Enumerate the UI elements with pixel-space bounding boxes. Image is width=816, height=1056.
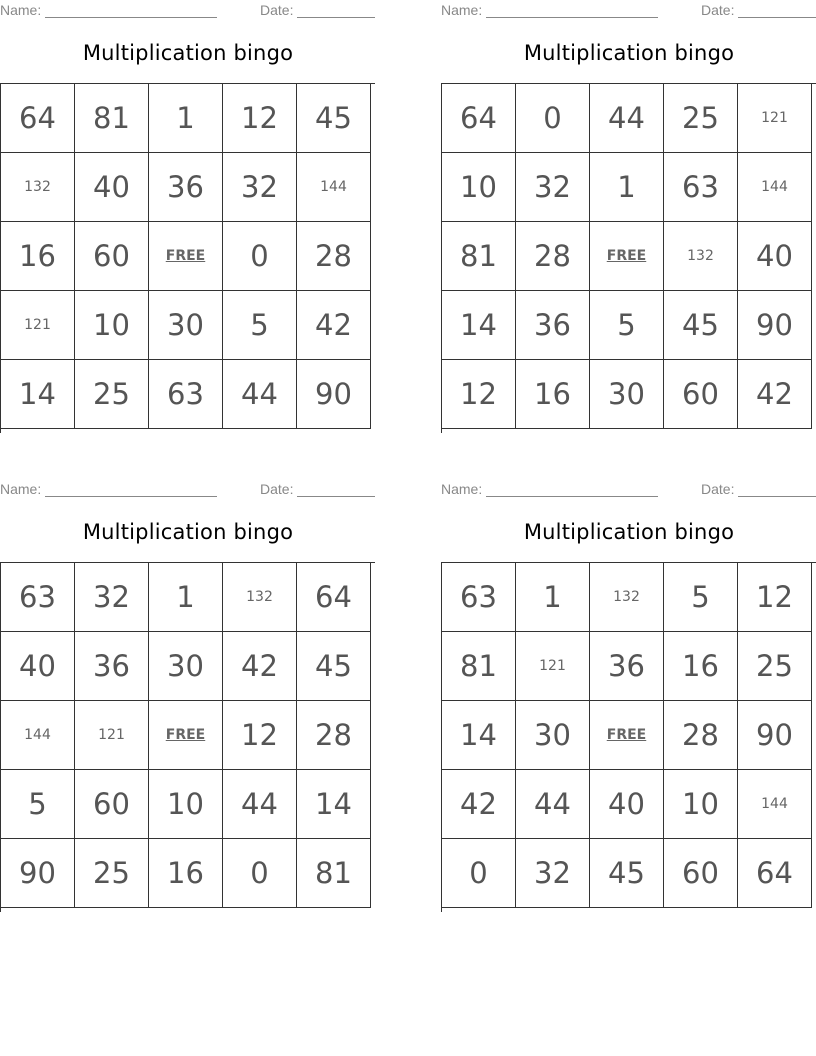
bingo-cell: 36 (149, 153, 223, 222)
bingo-cell: 10 (664, 770, 738, 839)
bingo-card (441, 479, 816, 919)
bingo-cell: 44 (223, 360, 297, 429)
name-label: Name: (0, 481, 42, 497)
bingo-cell: 30 (149, 291, 223, 360)
bingo-cell: 64 (297, 563, 371, 632)
card-header (0, 0, 376, 22)
bingo-cell: 44 (590, 84, 664, 153)
bingo-cell: 90 (738, 291, 812, 360)
bingo-cell: 1 (590, 153, 664, 222)
bingo-cell: 81 (442, 632, 516, 701)
bingo-cell: 144 (1, 701, 75, 770)
bingo-cell: 45 (297, 84, 371, 153)
bingo-card (441, 0, 816, 440)
bingo-cell: 25 (75, 839, 149, 908)
bingo-cell: 0 (223, 222, 297, 291)
bingo-cell: 132 (223, 563, 297, 632)
bingo-cell: 32 (516, 839, 590, 908)
bingo-cell: 81 (297, 839, 371, 908)
bingo-cell: 132 (664, 222, 738, 291)
bingo-cell: 63 (664, 153, 738, 222)
bingo-cell: 63 (442, 563, 516, 632)
bingo-cell: 64 (442, 84, 516, 153)
bingo-cell: 81 (442, 222, 516, 291)
bingo-cell: 60 (664, 839, 738, 908)
bingo-cell: 25 (664, 84, 738, 153)
bingo-cell: 64 (1, 84, 75, 153)
date-blank-line (297, 496, 375, 497)
card-title: Multiplication bingo (523, 41, 735, 65)
card-title: Multiplication bingo (82, 520, 294, 544)
bingo-cell: 16 (1, 222, 75, 291)
bingo-cell: 144 (738, 770, 812, 839)
bingo-grid (0, 562, 375, 912)
bingo-cell: 5 (664, 563, 738, 632)
card-header (0, 479, 376, 501)
bingo-cell: 64 (738, 839, 812, 908)
bingo-cell: 121 (738, 84, 812, 153)
bingo-cell: 121 (516, 632, 590, 701)
free-space-cell: FREE (149, 222, 223, 291)
bingo-cell: 0 (442, 839, 516, 908)
bingo-cell: 60 (75, 222, 149, 291)
bingo-cell: 36 (75, 632, 149, 701)
free-space-cell: FREE (590, 701, 664, 770)
bingo-cell: 44 (516, 770, 590, 839)
bingo-cell: 45 (590, 839, 664, 908)
bingo-cell: 81 (75, 84, 149, 153)
bingo-cell: 45 (664, 291, 738, 360)
bingo-cell: 44 (223, 770, 297, 839)
date-blank-line (738, 17, 816, 18)
bingo-grid (0, 83, 375, 433)
name-blank-line (45, 496, 217, 497)
bingo-cell: 25 (738, 632, 812, 701)
bingo-cell: 42 (738, 360, 812, 429)
bingo-cell: 45 (297, 632, 371, 701)
bingo-cell: 10 (75, 291, 149, 360)
name-blank-line (45, 17, 217, 18)
bingo-card (0, 479, 376, 919)
card-title: Multiplication bingo (82, 41, 294, 65)
bingo-cell: 90 (738, 701, 812, 770)
bingo-cell: 5 (590, 291, 664, 360)
name-blank-line (486, 496, 658, 497)
bingo-cell: 132 (590, 563, 664, 632)
date-label: Date: (260, 481, 294, 497)
date-label: Date: (260, 2, 294, 18)
bingo-cell: 10 (149, 770, 223, 839)
bingo-cell: 14 (1, 360, 75, 429)
bingo-cell: 40 (1, 632, 75, 701)
bingo-cell: 0 (223, 839, 297, 908)
bingo-cell: 16 (516, 360, 590, 429)
bingo-cell: 14 (442, 291, 516, 360)
name-blank-line (486, 17, 658, 18)
bingo-cell: 30 (149, 632, 223, 701)
card-header (441, 0, 816, 22)
bingo-cell: 36 (590, 632, 664, 701)
bingo-cell: 42 (297, 291, 371, 360)
bingo-cell: 30 (590, 360, 664, 429)
bingo-cell: 40 (590, 770, 664, 839)
card-title: Multiplication bingo (523, 520, 735, 544)
bingo-cell: 42 (442, 770, 516, 839)
bingo-cell: 63 (1, 563, 75, 632)
bingo-cell: 28 (297, 701, 371, 770)
bingo-cell: 121 (75, 701, 149, 770)
bingo-cell: 25 (75, 360, 149, 429)
bingo-card (0, 0, 376, 440)
bingo-cell: 63 (149, 360, 223, 429)
bingo-cell: 132 (1, 153, 75, 222)
free-space-cell: FREE (149, 701, 223, 770)
bingo-cell: 90 (297, 360, 371, 429)
bingo-cell: 40 (738, 222, 812, 291)
name-label: Name: (0, 2, 42, 18)
bingo-grid (441, 83, 816, 433)
bingo-cell: 30 (516, 701, 590, 770)
free-space-cell: FREE (590, 222, 664, 291)
bingo-cell: 28 (297, 222, 371, 291)
bingo-cell: 12 (738, 563, 812, 632)
bingo-cell: 32 (75, 563, 149, 632)
bingo-cell: 12 (442, 360, 516, 429)
bingo-cell: 90 (1, 839, 75, 908)
name-label: Name: (441, 481, 483, 497)
bingo-cell: 36 (516, 291, 590, 360)
bingo-cell: 16 (149, 839, 223, 908)
bingo-cell: 121 (1, 291, 75, 360)
bingo-cell: 32 (516, 153, 590, 222)
bingo-cell: 32 (223, 153, 297, 222)
date-label: Date: (701, 481, 735, 497)
bingo-cell: 14 (297, 770, 371, 839)
bingo-cell: 12 (223, 701, 297, 770)
bingo-cell: 0 (516, 84, 590, 153)
bingo-cell: 1 (149, 563, 223, 632)
bingo-cell: 1 (149, 84, 223, 153)
bingo-cell: 14 (442, 701, 516, 770)
bingo-cell: 40 (75, 153, 149, 222)
bingo-cell: 16 (664, 632, 738, 701)
date-blank-line (297, 17, 375, 18)
bingo-cell: 1 (516, 563, 590, 632)
bingo-cell: 10 (442, 153, 516, 222)
bingo-cell: 42 (223, 632, 297, 701)
bingo-cell: 5 (1, 770, 75, 839)
bingo-cell: 5 (223, 291, 297, 360)
bingo-cell: 28 (664, 701, 738, 770)
date-label: Date: (701, 2, 735, 18)
bingo-cell: 144 (738, 153, 812, 222)
bingo-cell: 144 (297, 153, 371, 222)
bingo-cell: 28 (516, 222, 590, 291)
bingo-cell: 60 (664, 360, 738, 429)
bingo-cell: 60 (75, 770, 149, 839)
bingo-cell: 12 (223, 84, 297, 153)
name-label: Name: (441, 2, 483, 18)
bingo-grid (441, 562, 816, 912)
card-header (441, 479, 816, 501)
date-blank-line (738, 496, 816, 497)
